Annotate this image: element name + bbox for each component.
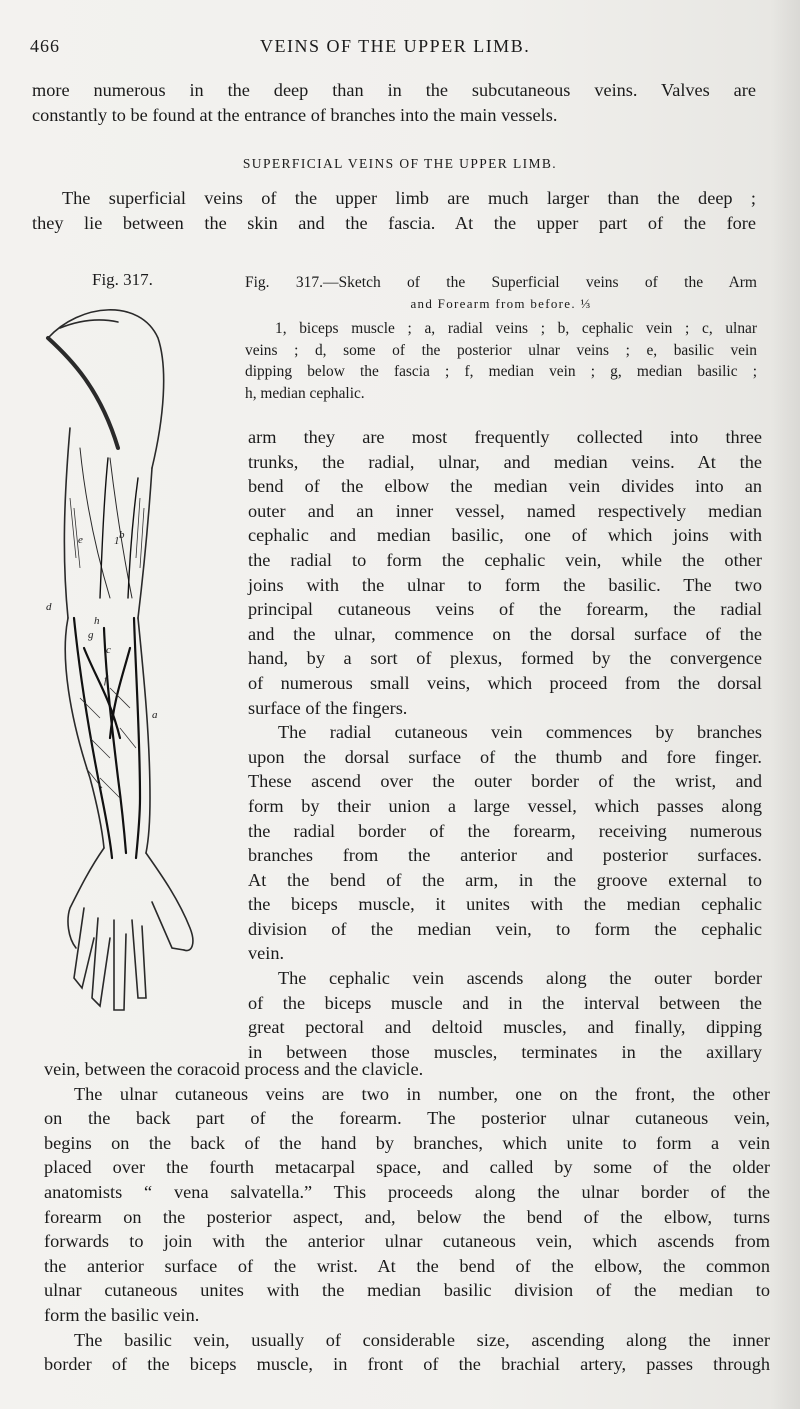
arm-illustration (40, 298, 210, 1018)
text-line: great pectoral and deltoid muscles, and finally, dipping (248, 1017, 762, 1038)
text-line: vein. (248, 943, 285, 964)
caption-title: Fig. 317.—Sketch of the Superficial veins of the Arm (245, 274, 757, 291)
text-line: trunks, the radial, ulnar, and median veins. At the (248, 451, 762, 472)
figure-letter: e (78, 534, 83, 546)
text-line: in between those muscles, terminates in the axillary (248, 1041, 762, 1062)
text-line: of the biceps muscle and in the interval between the (248, 992, 762, 1013)
text-line: on the back part of the forearm. The posterior ulnar cutaneous vein, (44, 1108, 770, 1129)
text-line: and the ulnar, commence on the dorsal surface of the (248, 623, 762, 644)
legend-line: dipping below the fascia ; f, median vein ; g, median basilic ; (245, 363, 757, 380)
text-line: The cephalic vein ascends along the outer border (278, 968, 762, 989)
text-line: At the bend of the arm, in the groove external to (248, 869, 762, 890)
running-header (30, 36, 770, 60)
text-line: they lie between the skin and the fascia. At the upper part of the fore (32, 212, 756, 233)
text-line: the radial to form the cephalic vein, while the other (248, 549, 762, 570)
text-line: form the basilic vein. (44, 1304, 200, 1325)
text-line: the anterior surface of the wrist. At the bend of the elbow, the common (44, 1255, 770, 1276)
text-line: vein, between the coracoid process and the clavicle. (44, 1059, 424, 1079)
text-line: upon the dorsal surface of the thumb and fore finger. (248, 746, 762, 767)
figure-letter: b (119, 529, 125, 541)
text-line: border of the biceps muscle, in front of the brachial artery, passes through (44, 1354, 770, 1375)
text-line: division of the median vein, to form the cephalic (248, 918, 762, 939)
text-line: more numerous in the deep than in the subcutaneous veins. Valves are (32, 80, 756, 100)
full-width-text (44, 1057, 770, 1377)
page-number: 466 (30, 36, 60, 56)
figure-letter: a (152, 709, 158, 721)
text-line: cephalic and median basilic, one of which joins with (248, 525, 762, 546)
text-line: hand, by a sort of plexus, formed by the convergence (248, 648, 762, 669)
figure-letter: c (106, 644, 111, 656)
text-line: placed over the fourth metacarpal space, and called by some of the older (44, 1157, 770, 1178)
text-line: bend of the elbow the median vein divides into an (248, 476, 762, 497)
figure-label: Fig. 317. (92, 270, 153, 289)
text-line: joins with the ulnar to form the basilic. The two (248, 574, 762, 595)
text-line: principal cutaneous veins of the forearm, the radial (248, 599, 762, 620)
section-heading: SUPERFICIAL VEINS OF THE UPPER LIMB. (242, 156, 558, 171)
figure-letter: g (88, 629, 94, 641)
text-line: branches from the anterior and posterior surfaces. (248, 845, 762, 866)
text-line: The superficial veins of the upper limb are much larger than the deep ; (62, 188, 756, 208)
text-line: constantly to be found at the entrance of branches into the main vessels. (32, 104, 558, 125)
caption-subtitle: and Forearm from before. ⅓ (410, 296, 592, 311)
text-line: begins on the back of the hand by branches, which unite to form a vein (44, 1132, 770, 1153)
legend-line: veins ; d, some of the posterior ulnar veins ; e, basilic vein (245, 341, 757, 359)
figure-legend (245, 318, 757, 404)
text-line: of numerous small veins, which proceed from the dorsal (248, 672, 762, 693)
figure-letter: 1 (114, 535, 120, 547)
text-line: the biceps muscle, it unites with the median cephalic (248, 894, 762, 915)
legend-line: h, median cephalic. (245, 384, 365, 402)
figure-letter: h (94, 615, 100, 627)
text-line: The basilic vein, usually of considerable size, ascending along the inner (74, 1329, 770, 1350)
text-line: anatomists “ vena salvatella.” This proceeds along the ulnar border of the (44, 1181, 770, 1202)
text-line: arm they are most frequently collected into three (248, 427, 762, 447)
text-line: surface of the fingers. (248, 697, 408, 718)
text-line: ulnar cutaneous unites with the median basilic division of the median to (44, 1280, 770, 1301)
top-paragraph (32, 78, 756, 127)
column-text (248, 425, 762, 1064)
text-line: forearm on the posterior aspect, and, below the bend of the elbow, turns (44, 1206, 770, 1227)
text-line: forwards to join with the anterior ulnar cutaneous vein, which ascends from (44, 1231, 770, 1252)
page-edge-shadow (770, 0, 800, 1409)
text-line: outer and an inner vessel, named respectively median (248, 500, 762, 521)
running-title: VEINS OF THE UPPER LIMB. (260, 36, 531, 56)
text-line: the radial border of the forearm, receiving numerous (248, 820, 762, 841)
legend-line: 1, biceps muscle ; a, radial veins ; b, cephalic vein ; c, ulnar (275, 320, 757, 337)
figure-letter: f (104, 674, 108, 686)
text-line: The radial cutaneous vein commences by branches (278, 722, 762, 743)
text-line: form by their union a large vessel, which passes along (248, 795, 762, 816)
figure-caption (245, 272, 757, 404)
intro-paragraph (32, 186, 756, 235)
text-line: These ascend over the outer border of the wrist, and (248, 771, 762, 792)
text-line: The ulnar cutaneous veins are two in number, one on the front, the other (74, 1083, 770, 1104)
figure-letter: d (46, 601, 52, 613)
